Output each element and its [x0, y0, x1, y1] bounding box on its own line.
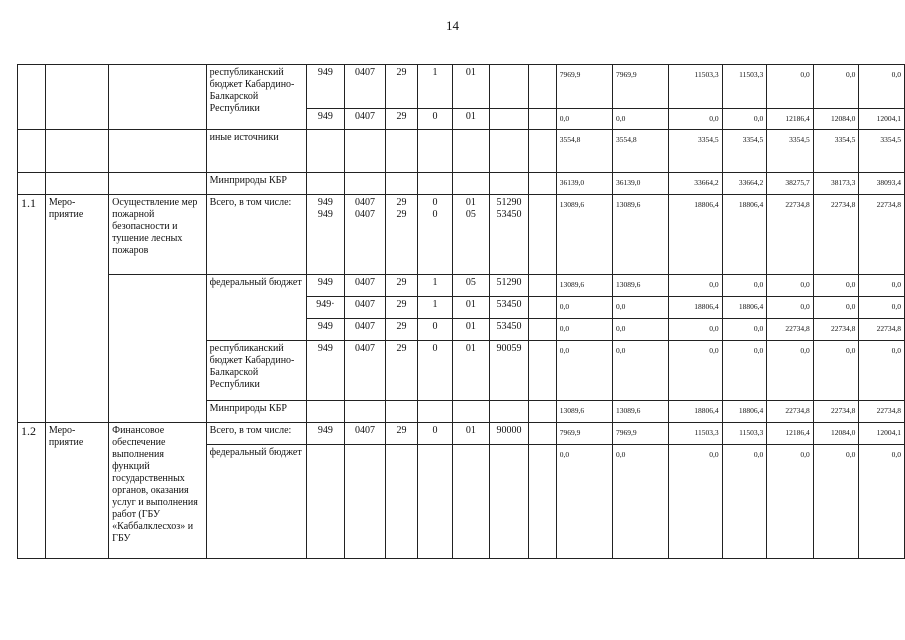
table-row: федеральный бюджет 949 0407 29 1 05 51290 13089,6 13089,6 0,0 0,0 0,0 0,0 0,0 [18, 275, 905, 297]
item-number: 1.1 [18, 195, 46, 423]
source-cell: Минприроды КБР [206, 173, 306, 195]
item-name: Осуществление мер пожарной безопасности и тушение лесных пожаров [109, 195, 206, 275]
table-row: Минприроды КБР 13089,6 13089,6 18806,4 18806,4 22734,8 22734,8 22734,8 [18, 401, 905, 423]
source-cell: Всего, в том числе: [206, 423, 306, 445]
table-row: 949 0407 29 0 01 53450 0,0 0,0 0,0 0,0 22734,8 22734,8 22734,8 [18, 319, 905, 341]
table-row: 1.2 Меро-приятие Финансовое обеспечение выполнения функций государственных органов, оказания услуг и выполнения работ (ГБУ «Каббалклесхоз» и ГБУ Всего, в том числе: 949 0407 29 0 01 90000 7969,9 7969,9 11503,3 11503,3 12186,4 12084,0 12004,1 [18, 423, 905, 445]
item-type: Меро-приятие [45, 423, 108, 559]
item-number: 1.2 [18, 423, 46, 559]
source-cell: иные источники [206, 130, 306, 173]
table-row: Минприроды КБР 36139,0 36139,0 33664,2 33664,2 38275,7 38173,3 38093,4 [18, 173, 905, 195]
item-name: Финансовое обеспечение выполнения функций государственных органов, оказания услуг и выполнения работ (ГБУ «Каббалклесхоз» и ГБУ [109, 423, 206, 559]
source-cell: Всего, в том числе: [206, 195, 306, 275]
budget-table [17, 64, 905, 559]
table-row: 949 0407 29 0 01 0,0 0,0 0,0 0,0 12186,4 12084,0 12004,1 [18, 109, 905, 130]
table-row: федеральный бюджет 0,0 0,0 0,0 0,0 0,0 0,0 0,0 [18, 445, 905, 559]
source-cell: Минприроды КБР [206, 401, 306, 423]
table-row: 949· 0407 29 1 01 53450 0,0 0,0 18806,4 18806,4 0,0 0,0 0,0 [18, 297, 905, 319]
source-cell: федеральный бюджет [206, 445, 306, 559]
table-row: республиканский бюджет Кабардино-Балкарской Республики 949 0407 29 1 01 7969,9 7969,9 11503,3 11503,3 0,0 0,0 0,0 [18, 65, 905, 109]
item-type: Меро-приятие [45, 195, 108, 423]
table-row: иные источники 3554,8 3554,8 3354,5 3354,5 3354,5 3354,5 3354,5 [18, 130, 905, 173]
source-cell: республиканский бюджет Кабардино-Балкарской Республики [206, 65, 306, 130]
page-number: 14 [446, 18, 459, 33]
table-row: 1.1 Меро-приятие Осуществление мер пожарной безопасности и тушение лесных пожаров Всего, в том числе: 949 949 0407 0407 29 29 0 0 01 05 51290 53450 13089,6 13089,6 18806,4 18806,4 22734,8 22734,8 22734,8 [18, 195, 905, 275]
table-row: республиканский бюджет Кабардино-Балкарской Республики 949 0407 29 0 01 90059 0,0 0,0 0,0 0,0 0,0 0,0 0,0 [18, 341, 905, 401]
source-cell: республиканский бюджет Кабардино-Балкарской Республики [206, 341, 306, 401]
source-cell: федеральный бюджет [206, 275, 306, 341]
